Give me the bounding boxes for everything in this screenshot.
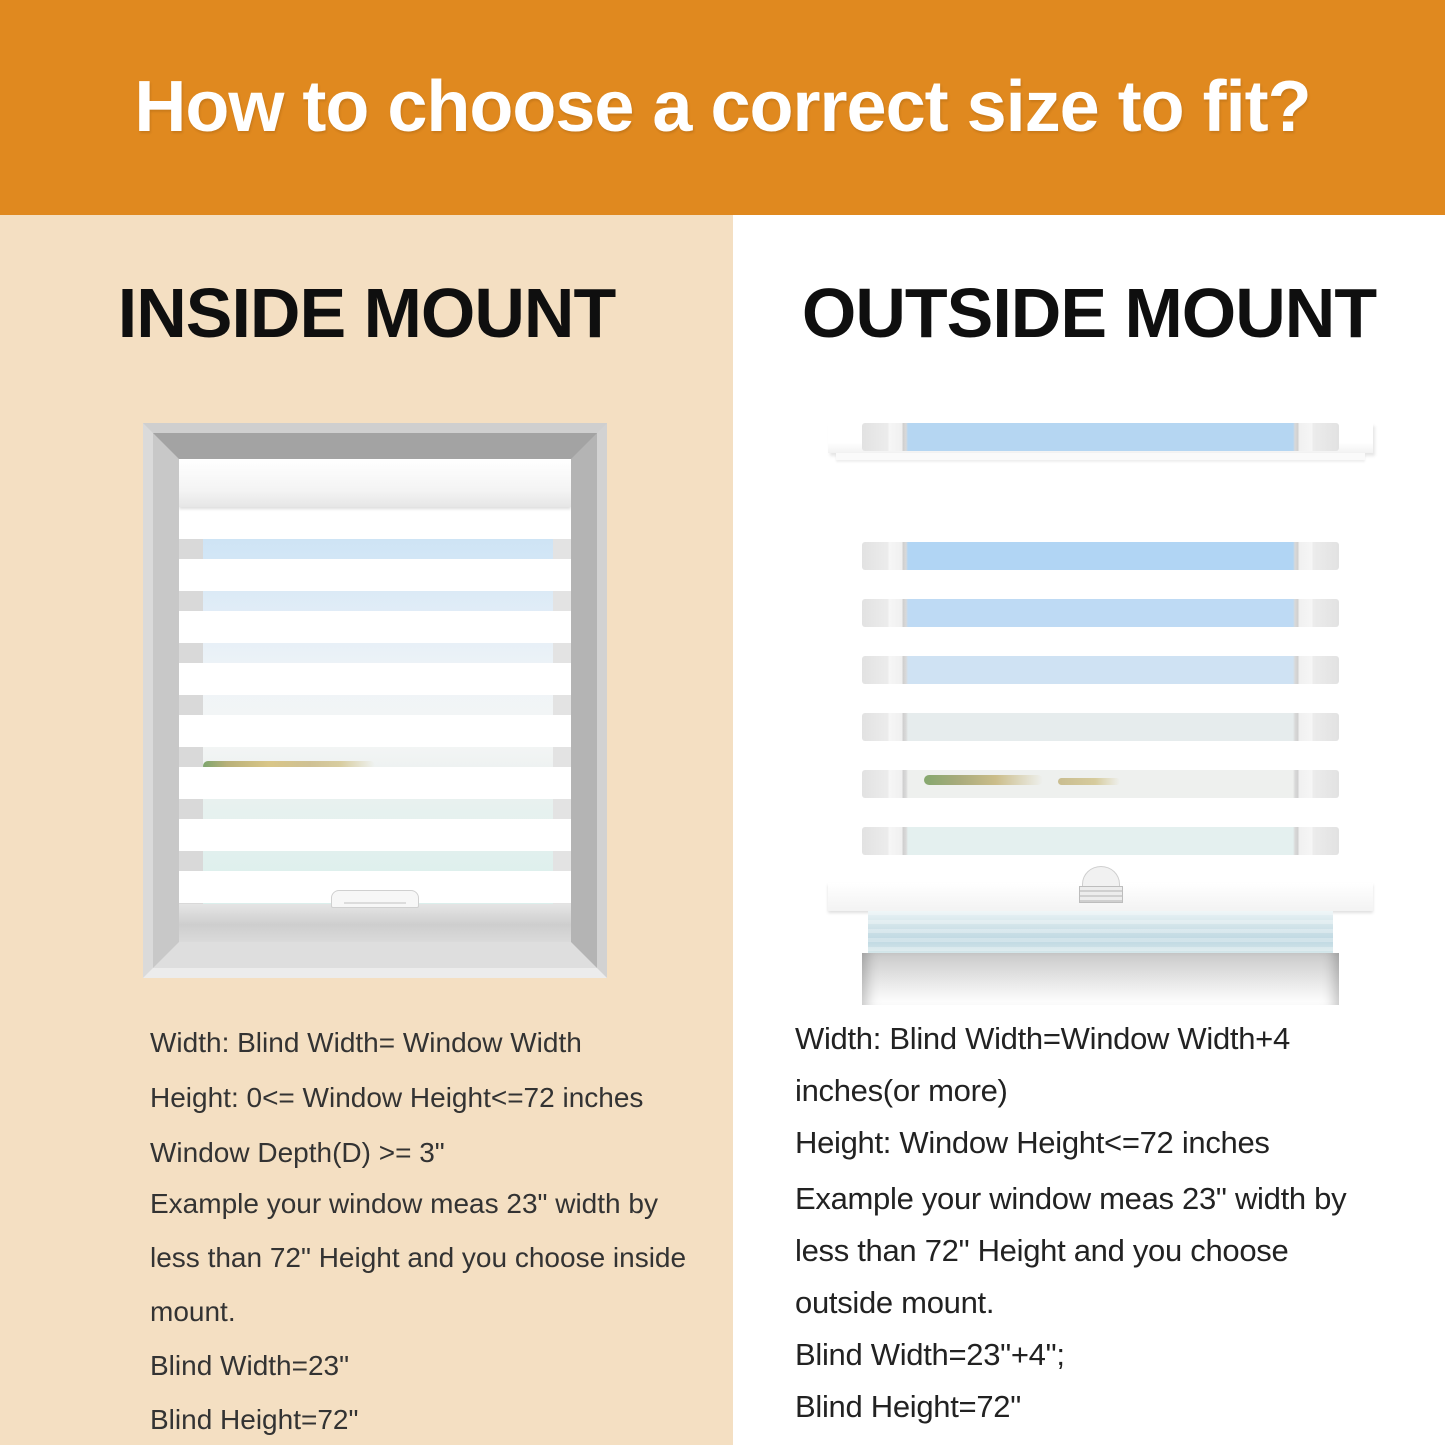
spec-line: Width: Blind Width= Window Width: [150, 1027, 582, 1058]
window-sill: [862, 953, 1339, 1005]
inside-mount-specs: [150, 1015, 725, 1180]
outside-mount-example: [795, 1173, 1395, 1433]
banner: [0, 0, 1445, 215]
sheer-band: [862, 542, 1339, 570]
sheer-band: [862, 599, 1339, 627]
sea-view: [868, 911, 1333, 953]
window-lock-handle: [331, 890, 419, 908]
outside-mount-heading: OUTSIDE MOUNT: [801, 274, 1377, 352]
outside-mount-panel: [733, 215, 1445, 1445]
example-line: Blind Width=23"+4";: [795, 1337, 1065, 1372]
inside-mount-window-illustration: [143, 423, 607, 978]
spec-line: Height: Window Height<=72 inches: [795, 1125, 1270, 1160]
zebra-blind-stripes: [179, 507, 571, 904]
sheer-band: [862, 423, 1339, 451]
sheer-band: [862, 713, 1339, 741]
blind-bottom-rail: [828, 883, 1373, 911]
spec-line: Width: Blind Width=Window Width+4: [795, 1021, 1290, 1056]
outside-mount-specs: [795, 1013, 1395, 1169]
window-view: [179, 459, 571, 942]
window-sill: [179, 904, 571, 942]
banner-title: How to choose a correct size to fit?: [134, 67, 1311, 147]
example-line: Example your window meas 23" width by: [795, 1181, 1347, 1216]
example-line: Blind Height=72": [150, 1404, 359, 1435]
example-line: Example your window meas 23" width by: [150, 1188, 658, 1219]
inside-mount-example: [150, 1177, 725, 1445]
inside-mount-panel: [0, 215, 733, 1445]
inside-mount-heading: INSIDE MOUNT: [117, 274, 616, 352]
example-line: less than 72" Height and you choose: [795, 1233, 1289, 1268]
spec-line: inches(or more): [795, 1073, 1008, 1108]
example-line: less than 72" Height and you choose inside: [150, 1242, 687, 1273]
sheer-band: [862, 770, 1339, 798]
example-line: Blind Height=72": [795, 1389, 1021, 1424]
window-frame: [153, 433, 597, 968]
spec-line: Window Depth(D) >= 3": [150, 1137, 445, 1168]
blind-left-edge: [179, 507, 203, 904]
pull-handle-tab: [1079, 886, 1123, 903]
exposed-window-bottom: [862, 911, 1339, 1005]
example-line: mount.: [150, 1296, 236, 1327]
outside-mount-window-illustration: [828, 423, 1373, 1005]
sheer-band: [862, 656, 1339, 684]
spec-line: Height: 0<= Window Height<=72 inches: [150, 1082, 644, 1113]
blind-right-edge: [553, 507, 571, 904]
blind-headrail: [179, 459, 571, 507]
example-line: Blind Width=23": [150, 1350, 350, 1381]
sheer-band: [862, 827, 1339, 855]
example-line: outside mount.: [795, 1285, 995, 1320]
